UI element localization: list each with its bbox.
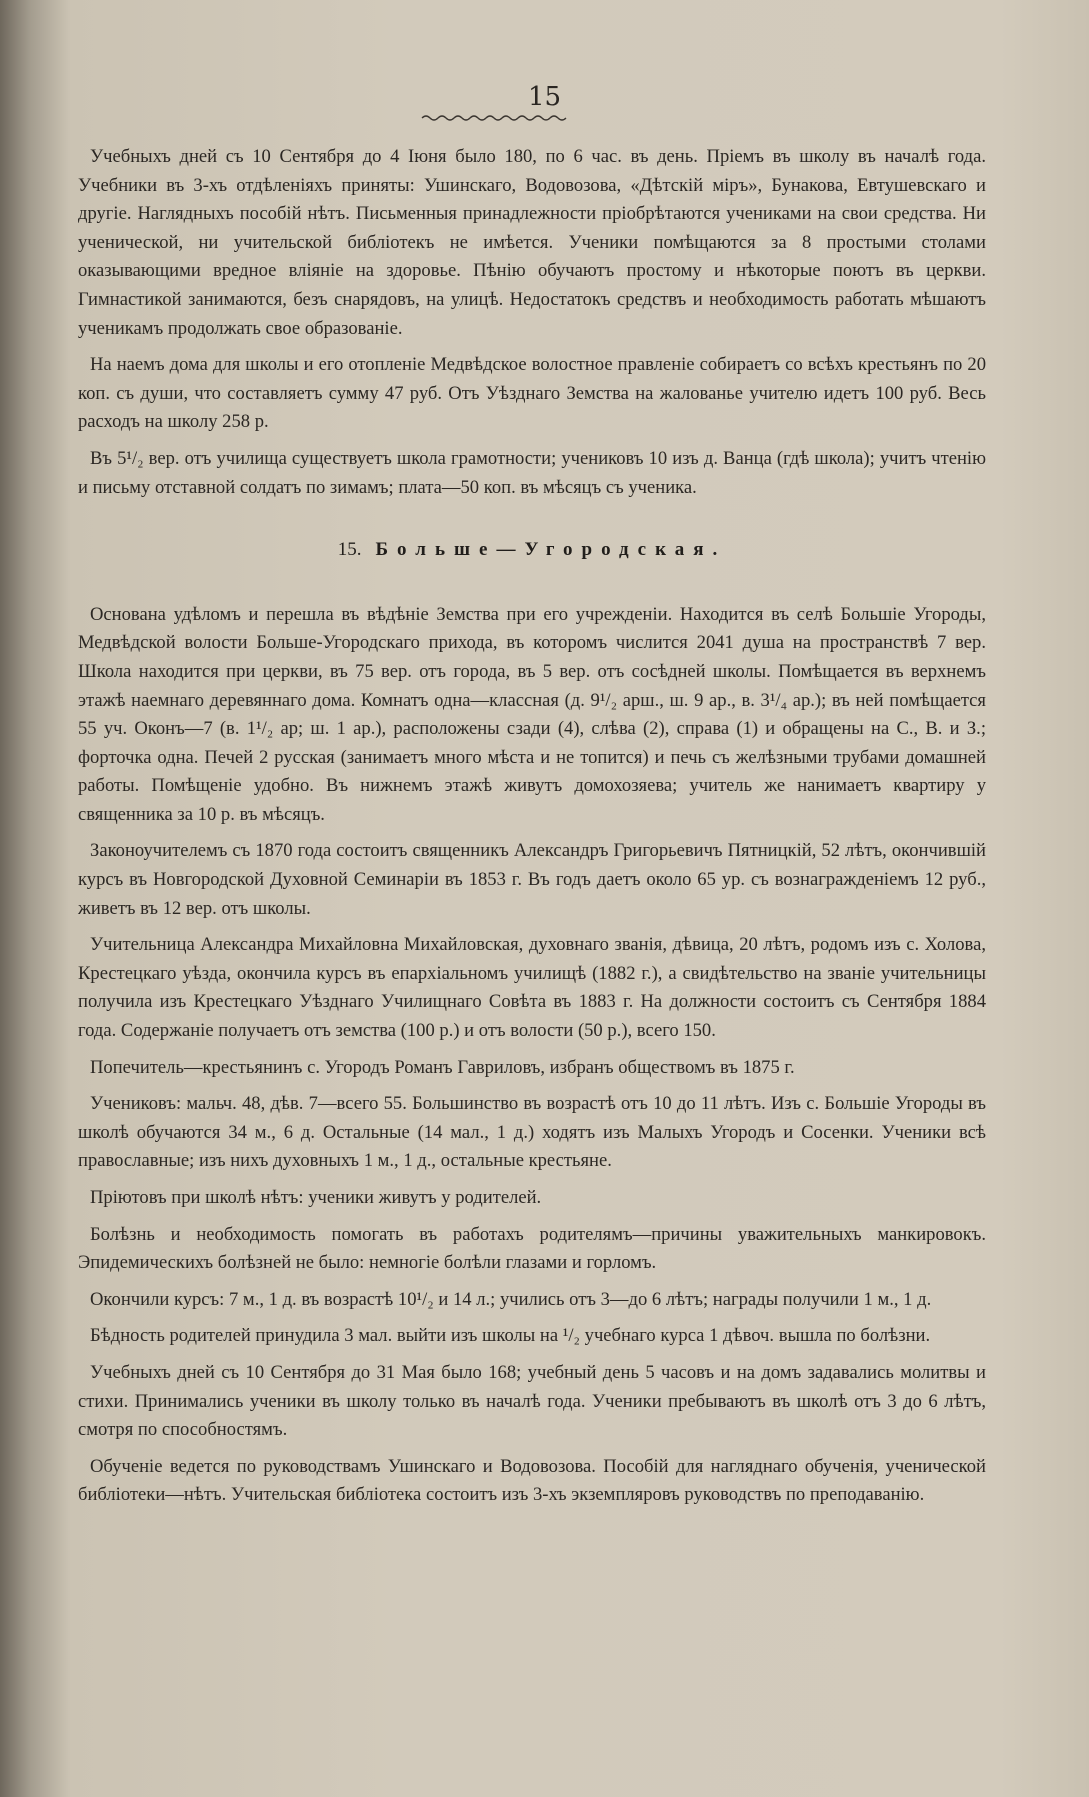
- intro-paragraph-2: На наемъ дома для школы и его отопленіе Медвѣдское волостное правленіе собираетъ со всѣхъ крестьянъ по 20 коп. съ души, что составляетъ сумму 47 руб. Отъ Уѣзднаго Земства на жалованье учителю идетъ 100 руб. Весь расходъ на школу 258 р.: [78, 354, 986, 433]
- body-text: [78, 143, 986, 1518]
- wavy-ornament: [420, 113, 570, 123]
- section-paragraph-6: Пріютовъ при школѣ нѣтъ: ученики живутъ у родителей.: [90, 1187, 542, 1208]
- section-paragraph-2: Законоучителемъ съ 1870 года состоитъ священникъ Александръ Григорьевичъ Пятницкій, 52 лѣтъ, окончившій курсъ въ Новгородской Духовной Семинаріи въ 1853 г. Въ годъ даетъ около 65 ур. съ вознагражденіемъ 12 руб., живетъ въ 12 вер. отъ школы.: [78, 840, 986, 919]
- intro-paragraph-3: Въ 5¹/₂ вер. отъ училища существуетъ школа грамотности; учениковъ 10 изъ д. Ванца (гдѣ школа); учитъ чтенію и письму отставной солдатъ по зимамъ; плата—50 коп. въ мѣсяцъ съ ученика.: [78, 447, 986, 498]
- section-number: 15.: [337, 539, 362, 561]
- page-number: 15: [527, 82, 562, 112]
- section-heading: [78, 536, 986, 565]
- section-paragraph-3: Учительница Александра Михайловна Михайловская, духовнаго званія, дѣвица, 20 лѣтъ, родомъ изъ с. Холова, Крестецкаго уѣзда, окончила курсъ въ епархіальномъ училищѣ (1882 г.), а свидѣтельство на званіе учительницы получила изъ Крестецкаго Уѣзднаго Училищнаго Совѣта въ 1883 г. На должности состоитъ съ Сентября 1884 года. Содержаніе получаетъ отъ земства (100 р.) и отъ волости (50 р.), всего 150.: [78, 934, 986, 1042]
- section-paragraph-9: Бѣдность родителей принудила 3 мал. выйти изъ школы на ¹/₂ учебнаго курса 1 дѣвоч. вышла по болѣзни.: [90, 1325, 931, 1347]
- section-paragraph-5: Учениковъ: мальч. 48, дѣв. 7—всего 55. Большинство въ возрастѣ отъ 10 до 11 лѣтъ. Изъ с. Большіе Угороды въ школѣ обучаются 34 м., 6 д. Остальные (14 мал., 1 д.) ходятъ изъ Малыхъ Угородъ и Сосенки. Ученики всѣ православные; изъ нихъ духовныхъ 1 м., 1 д., остальные крестьяне.: [78, 1093, 986, 1172]
- section-paragraph-4: Попечитель—крестьянинъ с. Угородъ Романъ Гавриловъ, избранъ обществомъ въ 1875 г.: [90, 1056, 795, 1078]
- section-paragraph-8: Окончили курсъ: 7 м., 1 д. въ возрастѣ 10¹/₂ и 14 л.; учились отъ 3—до 6 лѣтъ; награды получили 1 м., 1 д.: [90, 1288, 932, 1310]
- section-paragraph-11: Обученіе ведется по руководствамъ Ушинскаго и Водовозова. Пособій для нагляднаго обученія, ученической библіотеки—нѣтъ. Учительская библіотека состоитъ изъ 3-хъ экземпляровъ руководствъ по преподаванію.: [78, 1455, 986, 1506]
- intro-paragraph-1: Учебныхъ дней съ 10 Сентября до 4 Іюня было 180, по 6 час. въ день. Пріемъ въ школу въ началѣ года. Учебники въ 3-хъ отдѣленіяхъ приняты: Ушинскаго, Водовозова, «Дѣтскій міръ», Бунакова, Евтушевскаго и другіе. Наглядныхъ пособій нѣтъ. Письменныя принадлежности пріобрѣтаются учениками на свои средства. Ни ученической, ни учительской библіотекъ не имѣется. Ученики помѣщаются за 8 простыми столами оказывающими вредное вліяніе на здоровье. Пѣнію обучаютъ простому и нѣкоторые поютъ въ церкви. Гимнастикой занимаются, безъ снарядовъ, на улицѣ. Недостатокъ средствъ и необходимость работать мѣшаютъ ученикамъ продолжать свое образованіе.: [78, 146, 986, 339]
- section-paragraph-10: Учебныхъ дней съ 10 Сентября до 31 Мая было 168; учебный день 5 часовъ и на домъ задавались молитвы и стихи. Принимались ученики въ школу только въ началѣ года. Ученики пребываютъ въ школѣ отъ 3 до 6 лѣтъ, смотря по способностямъ.: [78, 1361, 986, 1441]
- section-title: Больше—Угородская.: [375, 539, 727, 561]
- section-paragraph-7: Болѣзнь и необходимость помогать въ работахъ родителямъ—причины уважительныхъ манкировокъ. Эпидемическихъ болѣзней не было: немногіе болѣли глазами и горломъ.: [78, 1223, 986, 1274]
- section-paragraph-1: Основана удѣломъ и перешла въ вѣдѣніе Земства при его учрежденіи. Находится въ селѣ Большіе Угороды, Медвѣдской волости Больше-Угородскаго прихода, въ которомъ числится 2041 душа на пространствѣ 7 вер. Школа находится при церкви, въ 75 вер. отъ города, въ 5 вер. отъ сосѣдней школы. Помѣщается въ верхнемъ этажѣ наемнаго деревяннаго дома. Комнатъ одна—классная (д. 9¹/₂ арш., ш. 9 ар., в. 3¹/₄ ар.); въ ней помѣщается 55 уч. Оконъ—7 (в. 1¹/₂ ар; ш. 1 ар.), расположены сзади (4), слѣва (2), справа (1) и обращены на С., В. и З.; форточка одна. Печей 2 русская (занимаетъ много мѣста и не топится) и печь съ желѣзными трубами домашней работы. Помѣщеніе удобно. Въ нижнемъ этажѣ живутъ домохозяева; учитель же нанимаетъ квартиру у священника за 10 р. въ мѣсяцъ.: [78, 603, 986, 825]
